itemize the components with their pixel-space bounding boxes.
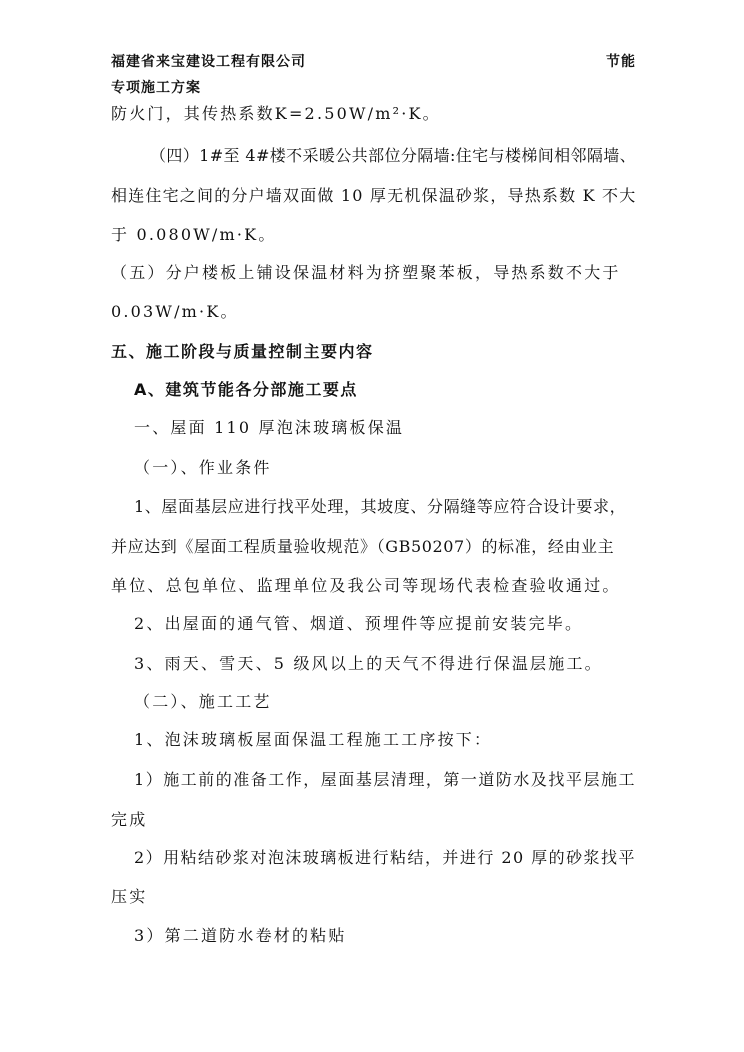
paragraph-line: 1）施工前的准备工作，屋面基层清理，第一道防水及找平层施工 bbox=[134, 770, 636, 789]
paragraph-line: （一）、作业条件 bbox=[134, 458, 272, 477]
header-subtitle: 专项施工方案 bbox=[111, 80, 201, 96]
paragraph-line: （四）1#至 4#楼不采暖公共部位分隔墙:住宅与楼梯间相邻隔墙、 bbox=[150, 146, 637, 165]
paragraph-line: 并应达到《屋面工程质量验收规范》（GB50207）的标准，经由业主 bbox=[111, 537, 615, 556]
paragraph-line: （五）分户楼板上铺设保温材料为挤塑聚苯板，导热系数不大于 bbox=[111, 263, 621, 282]
paragraph-line: 完成 bbox=[111, 810, 148, 829]
paragraph-line: 1、泡沫玻璃板屋面保温工程施工工序按下： bbox=[134, 730, 493, 749]
paragraph-line: 防火门，其传热系数K=2.50W/m²·K。 bbox=[111, 104, 441, 123]
header-company: 福建省来宝建设工程有限公司 bbox=[111, 54, 306, 70]
paragraph-line: 相连住宅之间的分户墙双面做 10 厚无机保温砂浆，导热系数 K 不大 bbox=[111, 186, 637, 205]
paragraph-line: 3、雨天、雪天、5 级风以上的天气不得进行保温层施工。 bbox=[134, 654, 603, 673]
header-topic: 节能 bbox=[606, 54, 636, 70]
paragraph-line: 于 0.080W/m·K。 bbox=[111, 225, 277, 244]
paragraph-line: 2）用粘结砂浆对泡沫玻璃板进行粘结，并进行 20 厚的砂浆找平 bbox=[134, 848, 636, 867]
paragraph-line: 单位、总包单位、监理单位及我公司等现场代表检查验收通过。 bbox=[111, 576, 621, 595]
paragraph-line: 3）第二道防水卷材的粘贴 bbox=[134, 926, 347, 945]
subsection-heading: A、建筑节能各分部施工要点 bbox=[134, 380, 358, 399]
paragraph-line: （二）、施工工艺 bbox=[134, 692, 272, 711]
paragraph-line: 一、屋面 110 厚泡沫玻璃板保温 bbox=[134, 418, 405, 437]
paragraph-line: 0.03W/m·K。 bbox=[111, 302, 239, 321]
paragraph-line: 压实 bbox=[111, 887, 148, 906]
section-heading: 五、施工阶段与质量控制主要内容 bbox=[111, 342, 374, 361]
paragraph-line: 1、屋面基层应进行找平处理，其坡度、分隔缝等应符合设计要求， bbox=[134, 497, 627, 516]
paragraph-line: 2、出屋面的通气管、烟道、预埋件等应提前安装完毕。 bbox=[134, 614, 584, 633]
